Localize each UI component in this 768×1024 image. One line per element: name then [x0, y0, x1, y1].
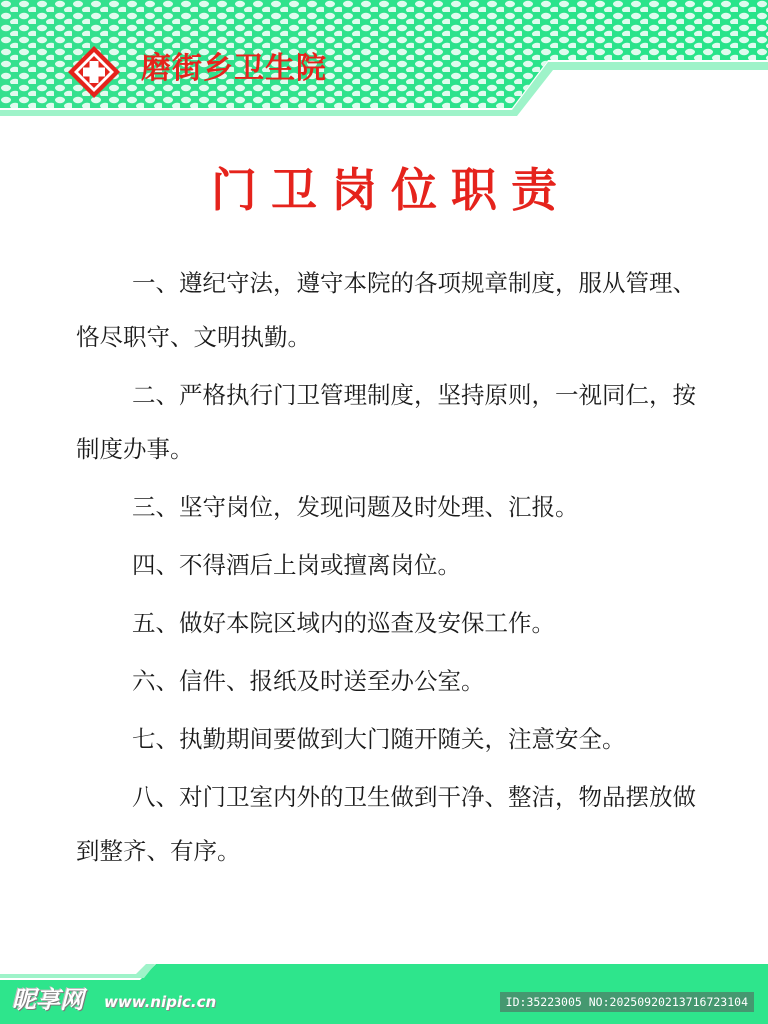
hospital-name: 磨街乡卫生院: [141, 51, 327, 86]
duty-item-4: 四、不得酒后上岗或擅离岗位。: [132, 551, 461, 579]
duty-item-2: 二、严格执行门卫管理制度，坚持原则，一视同仁，按制度办事。: [76, 381, 696, 463]
duty-list: [76, 256, 696, 882]
image-id-label: ID:35223005 NO:20250920213716723104: [500, 992, 754, 1012]
duty-item-1: 一、遵纪守法，遵守本院的各项规章制度，服从管理、恪尽职守、文明执勤。: [76, 269, 696, 351]
page-title: 门卫岗位职责: [211, 163, 571, 217]
duty-item-7: 七、执勤期间要做到大门随开随关，注意安全。: [132, 725, 626, 753]
duty-item-5: 五、做好本院区域内的巡查及安保工作。: [132, 609, 555, 637]
watermark-logo: 昵享网: [12, 986, 84, 1014]
duty-item-3: 三、坚守岗位，发现问题及时处理、汇报。: [132, 493, 579, 521]
red-cross-emblem-icon: [66, 44, 122, 100]
duty-item-6: 六、信件、报纸及时送至办公室。: [132, 667, 485, 695]
duty-item-8: 八、对门卫室内外的卫生做到干净、整洁，物品摆放做到整齐、有序。: [76, 783, 696, 865]
watermark-url: www.nipic.cn: [104, 993, 217, 1011]
